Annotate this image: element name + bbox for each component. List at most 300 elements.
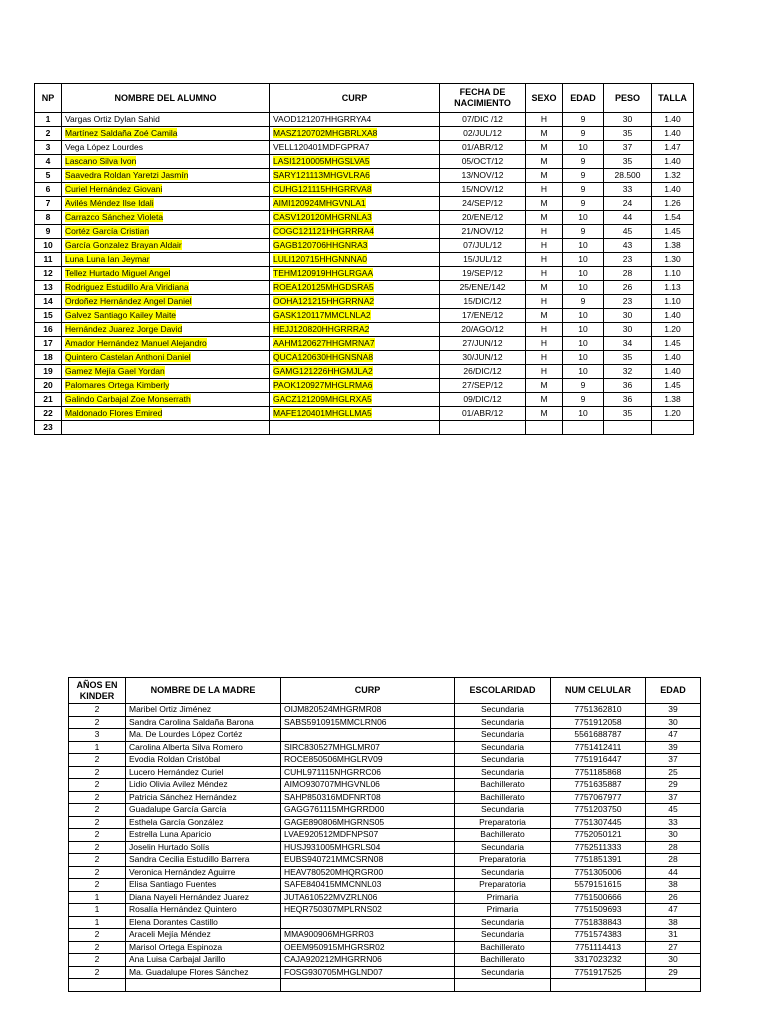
student-edad-cell: 10	[563, 253, 604, 267]
mother-escolaridad-cell: Secundaria	[455, 766, 551, 779]
student-nombre-text: Tellez Hurtado Miguel Angel	[65, 268, 171, 278]
mother-curp-cell: EUBS940721MMCSRN08	[281, 854, 455, 867]
student-nombre-text: Maldonado Flores Emired	[65, 408, 163, 418]
student-curp-cell	[270, 281, 440, 295]
student-peso-cell: 36	[604, 393, 652, 407]
student-curp-text: GACZ121209MHGLRXA5	[273, 394, 372, 404]
student-nombre-text: Cortéz García Cristian	[65, 226, 150, 236]
mother-celular-cell: 5561688787	[551, 729, 646, 742]
student-sexo-cell: H	[526, 295, 563, 309]
mother-escolaridad-cell: Preparatoria	[455, 879, 551, 892]
student-curp-cell	[270, 421, 440, 435]
mother-nombre-cell: Joselin Hurtado Solís	[126, 841, 281, 854]
student-nombre-cell	[62, 127, 270, 141]
student-nombre-cell	[62, 379, 270, 393]
student-fecha-cell: 20/ENE/12	[440, 211, 526, 225]
student-fecha-cell: 25/ENE/142	[440, 281, 526, 295]
student-row	[35, 351, 694, 365]
mother-kinder-cell	[69, 979, 126, 992]
student-nombre-cell	[62, 267, 270, 281]
student-talla-cell: 1.45	[652, 379, 694, 393]
student-sexo-cell: H	[526, 183, 563, 197]
student-peso-cell: 43	[604, 239, 652, 253]
mother-celular-cell: 7752050121	[551, 829, 646, 842]
student-talla-cell: 1.40	[652, 351, 694, 365]
mother-row	[69, 904, 701, 917]
mother-row	[69, 716, 701, 729]
student-np-cell: 23	[35, 421, 62, 435]
mother-edad-cell: 30	[646, 829, 701, 842]
student-nombre-cell	[62, 253, 270, 267]
mother-nombre-cell: Esthela García González	[126, 816, 281, 829]
header-curp: CURP	[270, 84, 440, 113]
student-row	[35, 379, 694, 393]
student-row	[35, 197, 694, 211]
mother-escolaridad-cell	[455, 979, 551, 992]
student-nombre-cell	[62, 239, 270, 253]
student-edad-cell: 9	[563, 379, 604, 393]
student-curp-text: ROEA120125MHGDSRA5	[273, 282, 374, 292]
mother-escolaridad-cell: Secundaria	[455, 804, 551, 817]
header-np: NP	[35, 84, 62, 113]
mother-kinder-cell: 1	[69, 916, 126, 929]
mother-nombre-cell: Diana Nayeli Hernández Juarez	[126, 891, 281, 904]
mother-kinder-cell: 2	[69, 866, 126, 879]
mother-nombre-cell: Ma. Guadalupe Flores Sánchez	[126, 966, 281, 979]
student-np-cell: 10	[35, 239, 62, 253]
student-np-cell: 3	[35, 141, 62, 155]
mother-row	[69, 879, 701, 892]
header-talla: TALLA	[652, 84, 694, 113]
mother-row	[69, 816, 701, 829]
mother-curp-cell: CAJA920212MHGRRN06	[281, 954, 455, 967]
student-peso-cell: 24	[604, 197, 652, 211]
mother-curp-cell	[281, 916, 455, 929]
mother-row	[69, 966, 701, 979]
mother-curp-cell: ROCE850506MHGLRV09	[281, 754, 455, 767]
student-nombre-text: Palomares Ortega Kimberly	[65, 380, 170, 390]
student-curp-cell	[270, 183, 440, 197]
mother-edad-cell: 30	[646, 954, 701, 967]
student-row	[35, 141, 694, 155]
mother-curp-cell: HEAV780520MHQRGR00	[281, 866, 455, 879]
student-nombre-text: Rodriguez Estudillo Ara Viridiana	[65, 282, 189, 292]
student-talla-cell: 1.20	[652, 407, 694, 421]
student-curp-text: GAMG121226HHGMJLA2	[273, 366, 373, 376]
student-sexo-cell: M	[526, 141, 563, 155]
student-fecha-cell: 20/AGO/12	[440, 323, 526, 337]
mother-nombre-cell: Ana Luisa Carbajal Jarillo	[126, 954, 281, 967]
mothers-table	[68, 677, 701, 992]
header-nombre-alumno: NOMBRE DEL ALUMNO	[62, 84, 270, 113]
mother-nombre-cell	[126, 979, 281, 992]
mother-nombre-cell: Carolina Alberta Silva Romero	[126, 741, 281, 754]
mother-kinder-cell: 2	[69, 941, 126, 954]
mother-edad-cell: 38	[646, 916, 701, 929]
student-curp-cell	[270, 155, 440, 169]
student-talla-cell: 1.40	[652, 183, 694, 197]
student-edad-cell: 9	[563, 183, 604, 197]
mother-nombre-cell: Elisa Santiago Fuentes	[126, 879, 281, 892]
student-peso-cell: 30	[604, 309, 652, 323]
mother-escolaridad-cell: Secundaria	[455, 916, 551, 929]
student-nombre-text: Vargas Ortiz Dylan Sahid	[65, 114, 160, 124]
student-peso-cell: 35	[604, 407, 652, 421]
student-nombre-cell	[62, 323, 270, 337]
header-anos-kinder: AÑOS EN KINDER	[69, 678, 126, 704]
mother-escolaridad-cell: Bachillerato	[455, 941, 551, 954]
mother-kinder-cell: 2	[69, 854, 126, 867]
student-np-cell: 22	[35, 407, 62, 421]
student-curp-text: CUHG121115HHGRRVA8	[273, 184, 372, 194]
mother-nombre-cell: Ma. De Lourdes López Cortéz	[126, 729, 281, 742]
mother-curp-cell: GAGE890806MHGRNS05	[281, 816, 455, 829]
student-curp-text: LULI120715HHGNNNA0	[273, 254, 368, 264]
mother-curp-cell: HEQR750307MPLRNS02	[281, 904, 455, 917]
header-peso: PESO	[604, 84, 652, 113]
mother-edad-cell: 47	[646, 904, 701, 917]
student-nombre-cell	[62, 421, 270, 435]
mother-row	[69, 866, 701, 879]
student-np-cell: 5	[35, 169, 62, 183]
student-fecha-cell: 07/DIC /12	[440, 113, 526, 127]
student-np-cell: 11	[35, 253, 62, 267]
student-nombre-text: Ordoñez Hernández Angel Daniel	[65, 296, 192, 306]
student-nombre-cell	[62, 113, 270, 127]
student-curp-text: LASI1210005MHGSLVA5	[273, 156, 370, 166]
student-curp-text: TEHM120919HHGLRGAA	[273, 268, 374, 278]
mother-kinder-cell: 2	[69, 791, 126, 804]
student-curp-text: SARY121113MHGVLRA6	[273, 170, 370, 180]
student-sexo-cell: M	[526, 393, 563, 407]
student-nombre-text: Avilés Méndez Ilse Idali	[65, 198, 154, 208]
student-edad-cell: 9	[563, 169, 604, 183]
student-nombre-text: Carrazco Sánchez Violeta	[65, 212, 164, 222]
student-curp-text: VAOD121207HHGRRYA4	[273, 114, 372, 124]
mother-curp-cell: HUSJ931005MHGRLS04	[281, 841, 455, 854]
mother-edad-cell: 33	[646, 816, 701, 829]
mother-celular-cell: 3317023232	[551, 954, 646, 967]
student-sexo-cell: H	[526, 267, 563, 281]
mother-edad-cell: 37	[646, 754, 701, 767]
mother-kinder-cell: 2	[69, 829, 126, 842]
student-nombre-cell	[62, 225, 270, 239]
mother-escolaridad-cell: Bachillerato	[455, 791, 551, 804]
student-peso-cell: 35	[604, 351, 652, 365]
student-curp-cell	[270, 113, 440, 127]
mother-celular-cell: 7751912058	[551, 716, 646, 729]
students-table	[34, 83, 694, 435]
mother-kinder-cell: 1	[69, 741, 126, 754]
student-talla-cell: 1.32	[652, 169, 694, 183]
mother-escolaridad-cell: Secundaria	[455, 929, 551, 942]
student-nombre-text: García Gonzalez Brayan Aldair	[65, 240, 182, 250]
mother-escolaridad-cell: Secundaria	[455, 841, 551, 854]
mother-nombre-cell: Veronica Hernández Aguirre	[126, 866, 281, 879]
student-curp-cell	[270, 365, 440, 379]
mother-celular-cell: 7751635887	[551, 779, 646, 792]
student-edad-cell: 9	[563, 127, 604, 141]
student-curp-cell	[270, 393, 440, 407]
student-edad-cell: 10	[563, 267, 604, 281]
mother-escolaridad-cell: Primaria	[455, 904, 551, 917]
mother-edad-cell: 45	[646, 804, 701, 817]
student-curp-text: OOHA121215HHGRRNA2	[273, 296, 375, 306]
mother-celular-cell: 7751509693	[551, 904, 646, 917]
student-sexo-cell: M	[526, 309, 563, 323]
student-curp-cell	[270, 169, 440, 183]
mother-kinder-cell: 2	[69, 779, 126, 792]
mother-kinder-cell: 2	[69, 879, 126, 892]
student-curp-cell	[270, 211, 440, 225]
student-talla-cell	[652, 421, 694, 435]
mother-nombre-cell: Araceli Mejía Méndez	[126, 929, 281, 942]
student-np-cell: 12	[35, 267, 62, 281]
student-np-cell: 4	[35, 155, 62, 169]
student-np-cell: 16	[35, 323, 62, 337]
student-edad-cell: 9	[563, 197, 604, 211]
student-nombre-cell	[62, 351, 270, 365]
mother-kinder-cell: 2	[69, 754, 126, 767]
student-curp-text: CASV120120MHGRNLA3	[273, 212, 372, 222]
mother-curp-cell: SIRC830527MHGLMR07	[281, 741, 455, 754]
header-edad-madre: EDAD	[646, 678, 701, 704]
student-nombre-cell	[62, 295, 270, 309]
student-row	[35, 393, 694, 407]
student-nombre-cell	[62, 365, 270, 379]
student-row	[35, 225, 694, 239]
student-peso-cell: 45	[604, 225, 652, 239]
student-talla-cell: 1.40	[652, 365, 694, 379]
student-sexo-cell: H	[526, 239, 563, 253]
student-curp-text: AAHM120627HHGMRNA7	[273, 338, 375, 348]
student-nombre-text: Galindo Carbajal Zoe Monserrath	[65, 394, 191, 404]
mother-kinder-cell: 1	[69, 891, 126, 904]
student-edad-cell: 9	[563, 393, 604, 407]
student-curp-cell	[270, 197, 440, 211]
student-curp-text: VELL120401MDFGPRA7	[273, 142, 370, 152]
student-curp-text: GAGB120706HHGNRA3	[273, 240, 368, 250]
student-edad-cell: 10	[563, 239, 604, 253]
mother-nombre-cell: Rosalía Hernández Quintero	[126, 904, 281, 917]
student-nombre-cell	[62, 309, 270, 323]
student-sexo-cell: H	[526, 351, 563, 365]
mother-edad-cell: 28	[646, 854, 701, 867]
mother-celular-cell: 7751412411	[551, 741, 646, 754]
mother-nombre-cell: Lucero Hernández Curiel	[126, 766, 281, 779]
mother-nombre-cell: Elena Dorantes Castillo	[126, 916, 281, 929]
student-row	[35, 253, 694, 267]
student-curp-cell	[270, 323, 440, 337]
student-peso-cell: 32	[604, 365, 652, 379]
mother-escolaridad-cell: Bachillerato	[455, 829, 551, 842]
student-curp-cell	[270, 351, 440, 365]
student-nombre-cell	[62, 337, 270, 351]
student-curp-text: MAFE120401MHGLLMA5	[273, 408, 372, 418]
mother-celular-cell: 7751916447	[551, 754, 646, 767]
student-nombre-cell	[62, 169, 270, 183]
student-row	[35, 323, 694, 337]
student-fecha-cell: 27/SEP/12	[440, 379, 526, 393]
student-edad-cell: 10	[563, 309, 604, 323]
mother-kinder-cell: 2	[69, 841, 126, 854]
student-curp-cell	[270, 309, 440, 323]
student-talla-cell: 1.30	[652, 253, 694, 267]
mother-celular-cell: 7751114413	[551, 941, 646, 954]
student-curp-text: PAOK120927MHGLRMA6	[273, 380, 373, 390]
mother-escolaridad-cell: Secundaria	[455, 754, 551, 767]
student-edad-cell: 10	[563, 337, 604, 351]
student-np-cell: 20	[35, 379, 62, 393]
student-fecha-cell: 15/NOV/12	[440, 183, 526, 197]
student-nombre-text: Gamez Mejía Gael Yordan	[65, 366, 165, 376]
mother-row	[69, 979, 701, 992]
student-np-cell: 14	[35, 295, 62, 309]
mother-curp-cell: SABS5910915MMCLRN06	[281, 716, 455, 729]
mother-escolaridad-cell: Secundaria	[455, 966, 551, 979]
student-sexo-cell: M	[526, 379, 563, 393]
student-np-cell: 21	[35, 393, 62, 407]
student-curp-cell	[270, 127, 440, 141]
student-curp-cell	[270, 295, 440, 309]
mother-celular-cell: 7752511333	[551, 841, 646, 854]
mother-edad-cell: 30	[646, 716, 701, 729]
mother-escolaridad-cell: Secundaria	[455, 741, 551, 754]
mother-row	[69, 754, 701, 767]
mother-curp-cell: AIMO930707MHGVNL06	[281, 779, 455, 792]
student-fecha-cell	[440, 421, 526, 435]
mother-edad-cell: 31	[646, 929, 701, 942]
mother-nombre-cell: Lidio Olivia Avilez Méndez	[126, 779, 281, 792]
mother-kinder-cell: 3	[69, 729, 126, 742]
student-peso-cell: 44	[604, 211, 652, 225]
student-fecha-cell: 13/NOV/12	[440, 169, 526, 183]
student-talla-cell: 1.40	[652, 113, 694, 127]
student-peso-cell: 35	[604, 155, 652, 169]
mother-curp-cell: CUHL971115NHGRRC06	[281, 766, 455, 779]
mother-celular-cell: 7751917525	[551, 966, 646, 979]
student-curp-text: AIMI120924MHGVNLA1	[273, 198, 366, 208]
mother-edad-cell: 39	[646, 704, 701, 717]
student-np-cell: 6	[35, 183, 62, 197]
student-talla-cell: 1.54	[652, 211, 694, 225]
header-fecha-nacimiento: FECHA DE NACIMIENTO	[440, 84, 526, 113]
mother-row	[69, 741, 701, 754]
student-edad-cell: 10	[563, 141, 604, 155]
student-row	[35, 337, 694, 351]
student-nombre-text: Hernández Juarez Jorge David	[65, 324, 183, 334]
student-sexo-cell: H	[526, 225, 563, 239]
student-talla-cell: 1.47	[652, 141, 694, 155]
mother-kinder-cell: 2	[69, 804, 126, 817]
header-edad: EDAD	[563, 84, 604, 113]
student-row	[35, 365, 694, 379]
student-fecha-cell: 19/SEP/12	[440, 267, 526, 281]
student-np-cell: 7	[35, 197, 62, 211]
student-fecha-cell: 17/ENE/12	[440, 309, 526, 323]
student-np-cell: 13	[35, 281, 62, 295]
student-peso-cell: 28	[604, 267, 652, 281]
mother-row	[69, 891, 701, 904]
student-nombre-cell	[62, 407, 270, 421]
student-curp-cell	[270, 337, 440, 351]
student-nombre-text: Saavedra Roldan Yaretzi Jasmín	[65, 170, 189, 180]
mother-nombre-cell: Evodia Roldan Cristóbal	[126, 754, 281, 767]
student-np-cell: 9	[35, 225, 62, 239]
student-peso-cell: 35	[604, 127, 652, 141]
mother-curp-cell: OIJM820524MHGRMR08	[281, 704, 455, 717]
student-row	[35, 267, 694, 281]
mother-escolaridad-cell: Preparatoria	[455, 816, 551, 829]
mother-kinder-cell: 2	[69, 966, 126, 979]
mother-curp-cell: LVAE920512MDFNPS07	[281, 829, 455, 842]
mother-celular-cell: 7751185868	[551, 766, 646, 779]
mother-edad-cell: 29	[646, 966, 701, 979]
mother-nombre-cell: Guadalupe García García	[126, 804, 281, 817]
student-row	[35, 127, 694, 141]
student-nombre-text: Quintero Castelan Anthoni Daniel	[65, 352, 191, 362]
student-curp-cell	[270, 239, 440, 253]
student-peso-cell: 28.500	[604, 169, 652, 183]
student-nombre-text: Lascano Silva Ivon	[65, 156, 137, 166]
mother-nombre-cell: Patricia Sánchez Hernández	[126, 791, 281, 804]
mother-nombre-cell: Maribel Ortiz Jiménez	[126, 704, 281, 717]
students-header-row	[35, 84, 694, 113]
student-curp-text: GASK120117MMCLNLA2	[273, 310, 371, 320]
student-sexo-cell: M	[526, 211, 563, 225]
mother-celular-cell: 7751500666	[551, 891, 646, 904]
student-edad-cell: 9	[563, 295, 604, 309]
student-edad-cell: 9	[563, 155, 604, 169]
mother-edad-cell: 44	[646, 866, 701, 879]
student-fecha-cell: 15/JUL/12	[440, 253, 526, 267]
student-nombre-cell	[62, 393, 270, 407]
mother-row	[69, 829, 701, 842]
student-row	[35, 295, 694, 309]
mother-escolaridad-cell: Preparatoria	[455, 854, 551, 867]
mother-escolaridad-cell: Bachillerato	[455, 779, 551, 792]
mother-escolaridad-cell: Primaria	[455, 891, 551, 904]
mother-row	[69, 766, 701, 779]
mother-curp-cell: JUTA610522MVZRLN06	[281, 891, 455, 904]
mother-curp-cell: MMA900906MHGRR03	[281, 929, 455, 942]
mother-row	[69, 929, 701, 942]
student-sexo-cell: H	[526, 323, 563, 337]
student-talla-cell: 1.20	[652, 323, 694, 337]
student-row	[35, 113, 694, 127]
mother-edad-cell: 47	[646, 729, 701, 742]
student-peso-cell: 26	[604, 281, 652, 295]
mother-kinder-cell: 2	[69, 816, 126, 829]
mother-escolaridad-cell: Secundaria	[455, 704, 551, 717]
mother-row	[69, 841, 701, 854]
mother-curp-cell	[281, 979, 455, 992]
student-nombre-text: Martínez Saldaña Zoé Camila	[65, 128, 178, 138]
mother-escolaridad-cell: Secundaria	[455, 866, 551, 879]
student-talla-cell: 1.26	[652, 197, 694, 211]
student-talla-cell: 1.10	[652, 267, 694, 281]
mother-curp-cell: FOSG930705MHGLND07	[281, 966, 455, 979]
mother-row	[69, 791, 701, 804]
mother-celular-cell: 7751362810	[551, 704, 646, 717]
student-sexo-cell: H	[526, 253, 563, 267]
student-row	[35, 169, 694, 183]
mother-celular-cell: 7751851391	[551, 854, 646, 867]
student-curp-cell	[270, 407, 440, 421]
header-escolaridad: ESCOLARIDAD	[455, 678, 551, 704]
mother-row	[69, 779, 701, 792]
student-np-cell: 15	[35, 309, 62, 323]
